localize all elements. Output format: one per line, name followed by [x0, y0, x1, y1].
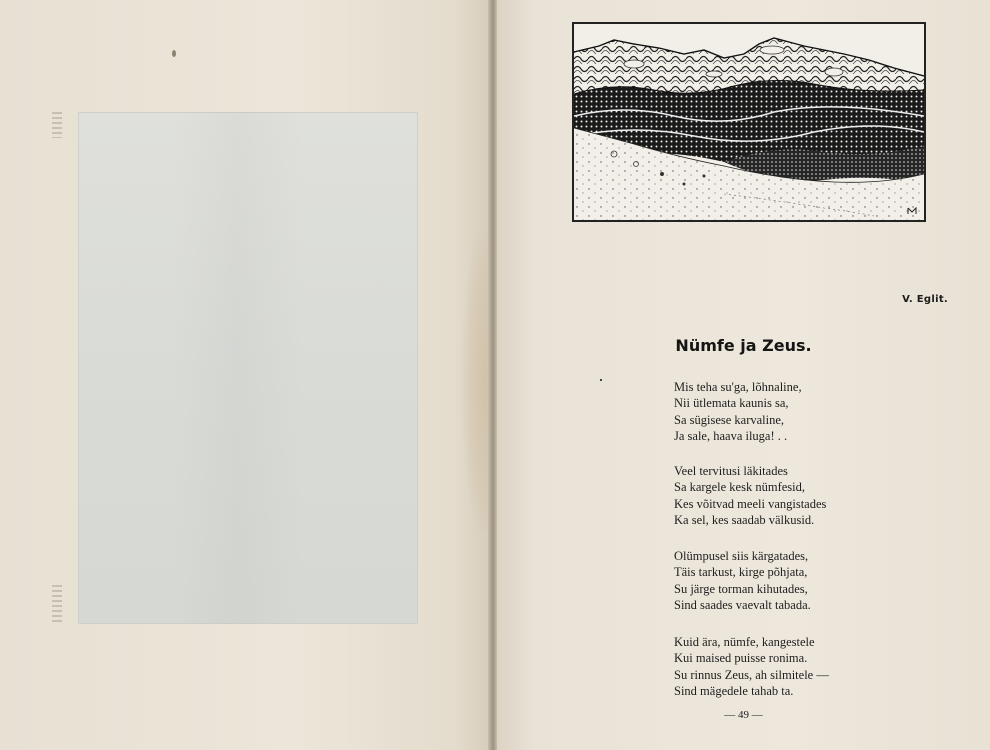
poem-line: Veel tervitusi läkitades — [674, 464, 788, 478]
faded-edge-mark — [52, 112, 62, 138]
author-name: V. Eglit. — [902, 294, 948, 305]
poem-line: Kes võitvad meeli vangistades — [674, 496, 827, 511]
page-number: — 49 — — [724, 709, 763, 721]
poem-line: Ja sale, haava iluga! . . — [674, 428, 788, 443]
poem-line: Olümpusel siis kärgatades, — [674, 549, 809, 563]
ink-speck — [600, 379, 602, 381]
poem-line: Sind saades vaevalt tabada. — [674, 597, 811, 612]
stanza — [674, 463, 974, 528]
faded-edge-mark — [52, 585, 62, 623]
poem-line: Sa sügisese karvaline, — [674, 412, 785, 427]
left-page — [0, 0, 492, 750]
poem-line: Täis tarkust, kirge põhjata, — [674, 565, 808, 580]
poem-line: Ka sel, kes saadab välkusid. — [674, 512, 815, 527]
poem-line: Mis teha su'ga, lõhnaline, — [674, 380, 802, 394]
poem-line: Nii ütlemata kaunis sa, — [674, 396, 789, 411]
blank-plate — [78, 112, 418, 624]
stanza — [674, 548, 974, 613]
poem-line: Su rinnus Zeus, ah silmitele — — [674, 667, 829, 682]
paper-spot — [172, 50, 176, 57]
poem-line: Kui maised puisse ronima. — [674, 651, 808, 666]
poem-title: Nümfe ja Zeus. — [675, 336, 812, 355]
poem-line: Sa kargele kesk nümfesid, — [674, 480, 805, 495]
right-page — [497, 0, 990, 750]
stanza — [674, 634, 974, 699]
poem-line: Kuid ära, nümfe, kangestele — [674, 635, 815, 649]
poem-line: Su järge torman kihutades, — [674, 581, 808, 596]
stanza — [674, 379, 974, 444]
poem-line: Sind mägedele tahab ta. — [674, 683, 794, 698]
mountain-illustration — [572, 22, 926, 222]
